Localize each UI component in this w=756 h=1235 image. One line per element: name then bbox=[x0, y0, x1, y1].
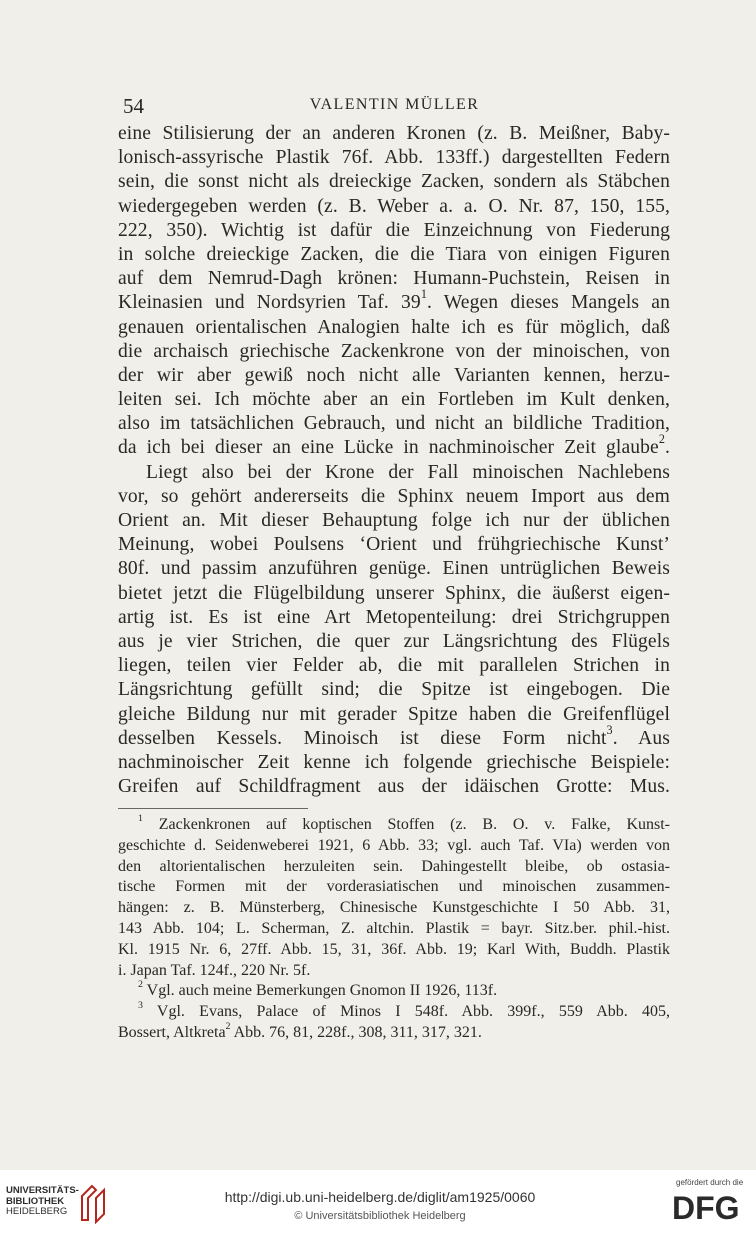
text-line: der wir aber gewiß noch nicht alle Varianten kennen, herzu- bbox=[118, 364, 670, 386]
text-line: wiedergegeben werden (z. B. Weber a. a. O. Nr. 87, 150, 155, bbox=[118, 195, 670, 217]
text-segment: . bbox=[665, 437, 670, 459]
text-line: in solche dreieckige Zacken, die die Tiara von einigen Figuren bbox=[118, 243, 670, 265]
text-line: bietet jetzt die Flügelbildung unserer Sphinx, die äußerst eigen- bbox=[118, 582, 670, 604]
footnote-line: geschichte d. Seidenweberei 1921, 6 Abb. 33; vgl. auch Taf. VIa) werden von bbox=[118, 836, 670, 854]
text-segment: Vgl. auch meine Bemerkungen Gnomon II 1926, 113f. bbox=[146, 982, 498, 1000]
text-line: Liegt also bei der Krone der Fall minoischen Nachlebens bbox=[146, 461, 670, 483]
text-line: aus je vier Strichen, die quer zur Längsrichtung des Flügels bbox=[118, 630, 670, 652]
text-segment: Zackenkronen auf koptischen Stoffen (z. B. O. v. Falke, Kunst- bbox=[158, 816, 670, 833]
page-header bbox=[123, 94, 666, 116]
text-segment: desselben Kessels. Minoisch ist diese Form nicht bbox=[118, 727, 607, 749]
dfg-logo-text: DFG bbox=[672, 1190, 740, 1224]
text-segment: da ich bei dieser an eine Lücke in nachminoischer Zeit glaube bbox=[118, 437, 659, 459]
text-line: nachminoischer Zeit kenne ich folgende griechische Beispiele: bbox=[118, 751, 670, 773]
footnote-line bbox=[118, 999, 671, 1023]
footnote-number: 2 bbox=[138, 979, 143, 991]
footer-bar bbox=[0, 1170, 756, 1235]
text-line: also im tatsächlichen Gebrauch, und nicht an bildliche Tradition, bbox=[118, 413, 670, 435]
library-name bbox=[6, 1186, 79, 1218]
text-line: Längsrichtung gefüllt sind; die Spitze ist eingebogen. Die bbox=[118, 679, 670, 701]
text-segment: Vgl. Evans, Palace of Minos I 548f. Abb. 399f., 559 Abb. 405, bbox=[156, 1003, 671, 1021]
text-line: 222, 350). Wichtig ist dafür die Einzeichnung von Fiederung bbox=[118, 219, 670, 241]
library-name-line: BIBLIOTHEK bbox=[6, 1195, 65, 1207]
text-segment: . Aus bbox=[612, 727, 670, 749]
text-line bbox=[118, 287, 671, 315]
footnote-number: 3 bbox=[138, 999, 143, 1011]
footnote-line: Kl. 1915 Nr. 6, 27ff. Abb. 15, 31, 36f. Abb. 19; Karl With, Buddh. Plastik bbox=[118, 940, 670, 958]
footnote-ref[interactable]: 1 bbox=[420, 287, 427, 302]
footnote-line: 143 Abb. 104; L. Scherman, Z. altchin. Plastik = bayr. Sitz.ber. phil.-hist. bbox=[118, 919, 670, 937]
text-line: lonisch-assyrische Plastik 76f. Abb. 133ff.) dargestellten Federn bbox=[118, 147, 670, 169]
text-line: 80f. und passim anzuführen genüge. Einen untrüglichen Beweis bbox=[118, 558, 670, 580]
footnotes bbox=[118, 812, 671, 1044]
text-line: Meinung, wobei Poulsens ‘Orient und frühgriechische Kunst’ bbox=[118, 534, 670, 556]
text-line: Orient an. Mit dieser Behauptung folge ich nur der üblichen bbox=[118, 510, 670, 531]
text-line: artig ist. Es ist eine Art Metopenteilung: drei Strichgruppen bbox=[118, 606, 670, 628]
page-number: 54 bbox=[123, 94, 144, 118]
text-line: eine Stilisierung der an anderen Kronen (z. B. Meißner, Baby- bbox=[118, 123, 670, 144]
library-logo-icon bbox=[78, 1184, 106, 1224]
text-line: vor, so gehört andererseits die Sphinx neuem Import aus dem bbox=[118, 485, 670, 507]
footnote-line: tische Formen mit der vorderasiatischen und minoischen zusammen- bbox=[118, 878, 670, 896]
text-line: genauen orientalischen Analogien halte ich es für möglich, daß bbox=[118, 316, 670, 338]
text-segment: . Wegen dieses Mangels an bbox=[426, 292, 671, 314]
funder-label: gefördert durch die bbox=[676, 1178, 744, 1187]
footnote-divider bbox=[118, 808, 308, 809]
footnote-line bbox=[118, 981, 670, 1002]
text-line: die archaisch griechische Zackenkrone von der minoischen, von bbox=[118, 340, 670, 362]
text-line bbox=[118, 432, 670, 460]
copyright-notice: © Universitätsbibliothek Heidelberg bbox=[294, 1210, 466, 1222]
footnote-line bbox=[118, 812, 670, 836]
footnote-line: hängen: z. B. Münsterberg, Chinesische Kunstgeschichte I 50 Abb. 31, bbox=[118, 899, 670, 917]
footnote-line: den altorientalischen herzuleiten sein. Dahingestellt bleibe, ob ostasia- bbox=[118, 857, 670, 875]
text-segment: Bossert, Altkreta bbox=[118, 1023, 226, 1041]
text-line: gleiche Bildung nur mit gerader Spitze haben die Greifenflügel bbox=[118, 703, 670, 725]
source-url-link[interactable]: http://digi.ub.uni-heidelberg.de/diglit/am1925/0060 bbox=[224, 1189, 536, 1205]
footnote-ref[interactable]: 3 bbox=[606, 722, 613, 737]
body-text bbox=[118, 122, 670, 799]
library-name-line: HEIDELBERG bbox=[6, 1206, 68, 1217]
footnote-ref[interactable]: 2 bbox=[658, 432, 665, 447]
text-segment: Abb. 76, 81, 228f., 308, 311, 317, 321. bbox=[230, 1023, 482, 1041]
footnote-line: i. Japan Taf. 124f., 220 Nr. 5f. bbox=[118, 961, 311, 979]
text-line: Greifen auf Schildfragment aus der idäischen Grotte: Mus. bbox=[118, 776, 670, 798]
text-line: sein, die sonst nicht als dreieckige Zacken, sondern als Stäbchen bbox=[118, 171, 670, 193]
text-line bbox=[118, 722, 670, 751]
footnote-line bbox=[118, 1020, 670, 1044]
library-name-line: UNIVERSITÄTS- bbox=[6, 1185, 79, 1196]
text-segment: Kleinasien und Nordsyrien Taf. 39 bbox=[118, 292, 421, 314]
dfg-logo[interactable] bbox=[672, 1190, 748, 1224]
superscript: 2 bbox=[225, 1020, 231, 1032]
running-title: VALENTIN MÜLLER bbox=[309, 96, 480, 113]
text-line: liegen, teilen vier Felder ab, die mit parallelen Strichen in bbox=[118, 655, 670, 677]
footnote-number: 1 bbox=[138, 812, 143, 824]
text-line: leiten sei. Ich möchte aber an ein Fortleben im Kult denken, bbox=[118, 389, 670, 411]
text-line: auf dem Nemrud-Dagh krönen: Humann-Puchstein, Reisen in bbox=[118, 268, 670, 290]
